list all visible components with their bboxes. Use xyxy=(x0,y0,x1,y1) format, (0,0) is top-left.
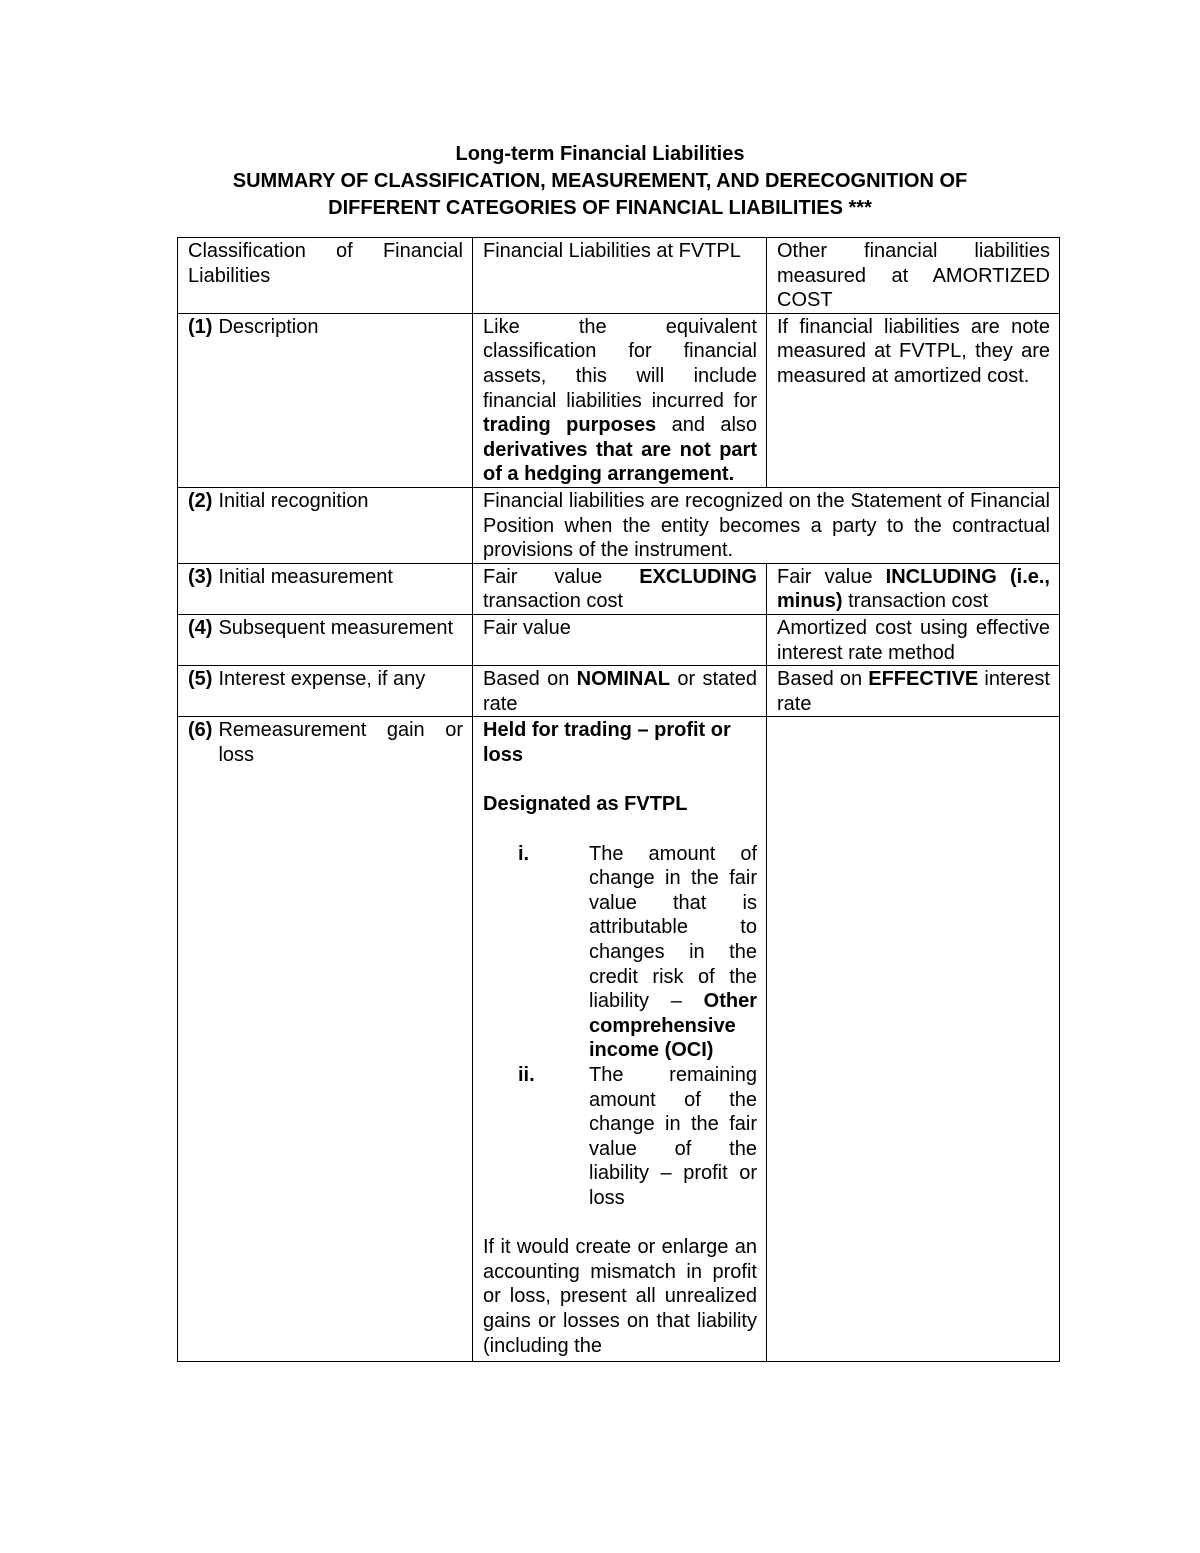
row-label-interest-expense xyxy=(178,666,473,717)
held-for-trading-heading: Held for trading – profit or loss xyxy=(483,719,731,766)
accounting-mismatch-note: If it would create or enlarge an accounting mismatch in profit or loss, present all unrealized gains or losses on that liability (including the xyxy=(483,1236,757,1357)
summary-table xyxy=(177,237,1060,1362)
row-label-description xyxy=(178,313,473,487)
header-amortized-cost: Other financial liabilities measured at AMORTIZED COST xyxy=(767,238,1060,314)
row-number: (1) xyxy=(188,315,213,338)
subsequent-measurement-amortized: Amortized cost using effective interest rate method xyxy=(767,614,1060,665)
table-row xyxy=(178,563,1060,614)
row-number: (4) xyxy=(188,616,213,639)
remeasurement-fvtpl xyxy=(473,717,767,1362)
document-title-block xyxy=(0,141,1200,222)
row-label-subsequent-measurement xyxy=(178,614,473,665)
row-label: Subsequent measurement xyxy=(218,616,454,639)
list-item: ii. The remaining amount of the change in the fair value of the liability – profit or loss xyxy=(518,1064,757,1209)
list-item: i. The amount of change in the fair value that is attributable to changes in the credit risk of the liability – Other comprehensive income (OCI) xyxy=(518,842,757,1062)
table-row xyxy=(178,487,1060,563)
table-row xyxy=(178,313,1060,487)
interest-expense-amortized: Based on EFFECTIVE interest rate xyxy=(767,666,1060,717)
header-classification: Classification of Financial Liabilities xyxy=(178,238,473,314)
row-number: (6) xyxy=(188,719,213,742)
row-label: Initial recognition xyxy=(218,489,369,512)
document-subtitle-line1: SUMMARY OF CLASSIFICATION, MEASUREMENT, AND DERECOGNITION OF xyxy=(232,170,968,192)
row-label: Remeasurement gain or loss xyxy=(218,719,463,766)
subsequent-measurement-fvtpl: Fair value xyxy=(473,614,767,665)
table-row xyxy=(178,666,1060,717)
initial-measurement-amortized: Fair value INCLUDING (i.e., minus) transaction cost xyxy=(767,563,1060,614)
row-number: (3) xyxy=(188,565,213,588)
row-label-initial-measurement xyxy=(178,563,473,614)
description-amortized: If financial liabilities are note measured at FVTPL, they are measured at amortized cost. xyxy=(767,313,1060,487)
row-number: (2) xyxy=(188,489,213,512)
initial-measurement-fvtpl: Fair value EXCLUDING transaction cost xyxy=(473,563,767,614)
designated-fvtpl-list xyxy=(483,842,757,1211)
row-label-remeasurement xyxy=(178,717,473,1362)
table-header-row xyxy=(178,238,1060,314)
remeasurement-amortized xyxy=(767,717,1060,1362)
table-row xyxy=(178,717,1060,1362)
designated-fvtpl-heading: Designated as FVTPL xyxy=(483,793,688,816)
row-label-initial-recognition xyxy=(178,487,473,563)
row-number: (5) xyxy=(188,668,213,691)
table-row xyxy=(178,614,1060,665)
document-title: Long-term Financial Liabilities xyxy=(455,143,745,165)
row-label: Description xyxy=(218,315,319,338)
document-subtitle-line2: DIFFERENT CATEGORIES OF FINANCIAL LIABILITIES *** xyxy=(328,197,872,219)
row-label: Initial measurement xyxy=(218,565,393,588)
row-label: Interest expense, if any xyxy=(218,668,426,691)
description-fvtpl: Like the equivalent classification for financial assets, this will include financial liabilities incurred for trading purposes and also derivatives that are not part of a hedging arrangement. xyxy=(473,313,767,487)
interest-expense-fvtpl: Based on NOMINAL or stated rate xyxy=(473,666,767,717)
header-fvtpl: Financial Liabilities at FVTPL xyxy=(473,238,767,314)
initial-recognition-text: Financial liabilities are recognized on the Statement of Financial Position when the entity becomes a party to the contractual provisions of the instrument. xyxy=(473,487,1060,563)
